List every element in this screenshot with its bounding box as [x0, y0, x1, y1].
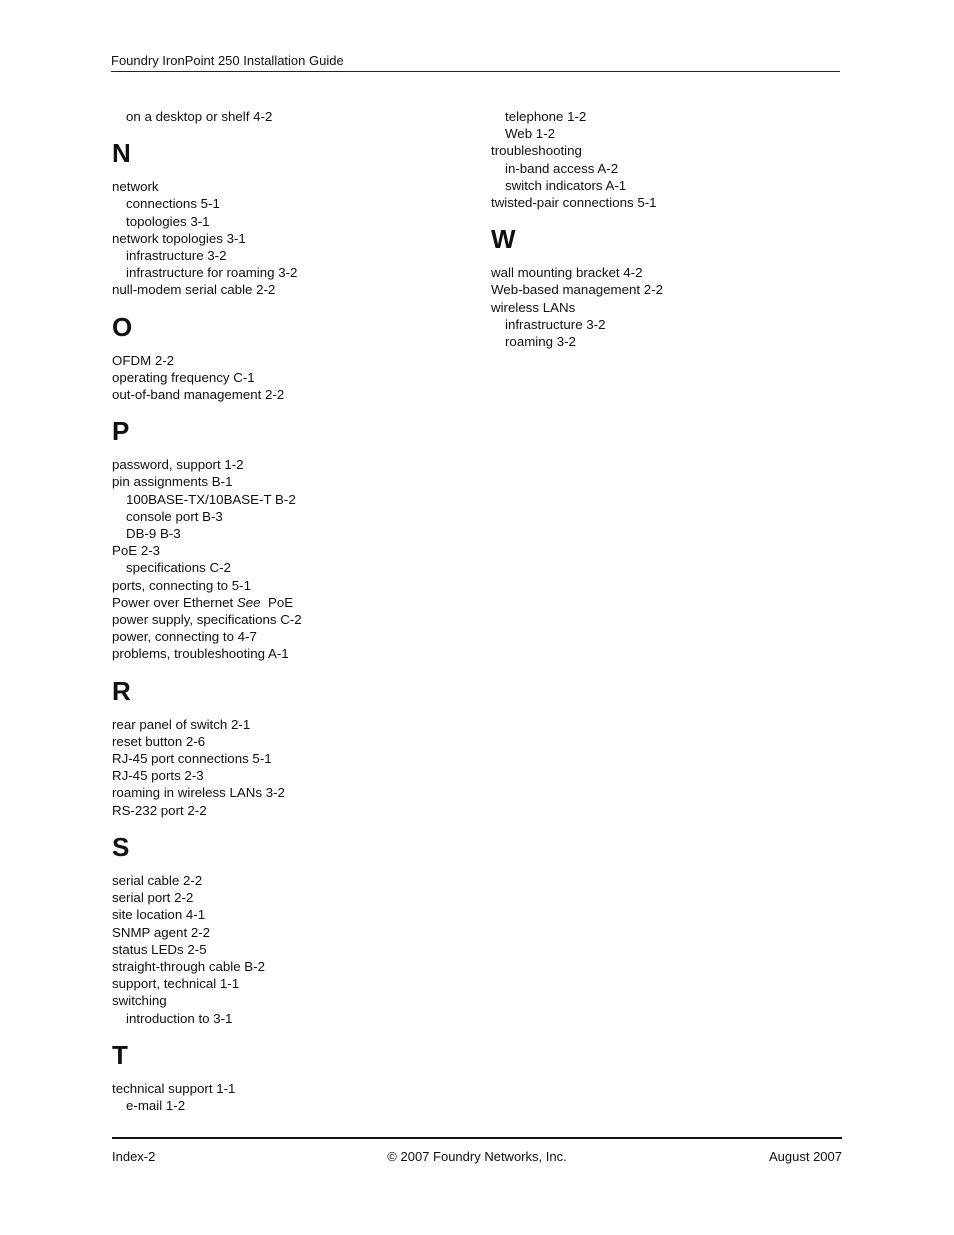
index-column-right [491, 108, 851, 350]
index-section-letter: P [112, 416, 130, 447]
publication-date: August 2007 [768, 1149, 842, 1164]
index-entry: PoE 2-3 [112, 543, 161, 559]
index-section-letter: W [491, 224, 516, 255]
index-section-letter: S [112, 831, 130, 862]
index-entry: power supply, specifications C-2 [112, 612, 302, 628]
index-entry: roaming in wireless LANs 3-2 [112, 785, 285, 801]
index-column-left [112, 108, 472, 1114]
page-footer [112, 1137, 842, 1164]
index-subentry: DB-9 B-3 [126, 526, 181, 542]
index-entry: network topologies 3-1 [112, 230, 246, 246]
index-subentry: roaming 3-2 [505, 334, 576, 350]
index-entry: power, connecting to 4-7 [112, 629, 257, 645]
index-entry: troubleshooting [491, 143, 582, 159]
index-entry: OFDM 2-2 [112, 352, 175, 368]
index-subentry: infrastructure 3-2 [505, 316, 606, 332]
document-title: Foundry IronPoint 250 Installation Guide [111, 53, 344, 68]
index-subentry: switch indicators A-1 [505, 177, 627, 193]
index-entry: ports, connecting to 5-1 [112, 577, 251, 593]
index-subentry: topologies 3-1 [126, 213, 210, 229]
index-entry: SNMP agent 2-2 [112, 924, 211, 940]
index-subentry: specifications C-2 [126, 560, 231, 576]
index-section-letter: O [112, 311, 133, 342]
page-header [111, 52, 840, 72]
index-section-letter: T [112, 1039, 128, 1070]
index-entry: null-modem serial cable 2-2 [112, 282, 276, 298]
index-entry: support, technical 1-1 [112, 976, 240, 992]
index-subentry: 100BASE-TX/10BASE-T B-2 [126, 491, 296, 507]
copyright: © 2007 Foundry Networks, Inc. [387, 1149, 567, 1164]
index-subentry: console port B-3 [126, 508, 223, 524]
index-entry: problems, troubleshooting A-1 [112, 646, 289, 662]
index-subentry: Web 1-2 [505, 126, 556, 142]
see-target: PoE [260, 594, 294, 610]
index-entry: rear panel of switch 2-1 [112, 716, 251, 732]
index-entry: RJ-45 ports 2-3 [112, 768, 204, 784]
index-entry: out-of-band management 2-2 [112, 387, 285, 403]
index-entry: password, support 1-2 [112, 457, 244, 473]
index-entry: network [112, 179, 159, 195]
index-entry: serial port 2-2 [112, 890, 194, 906]
index-subentry: on a desktop or shelf 4-2 [126, 109, 273, 124]
see-reference: See [236, 594, 261, 610]
index-entry: switching [112, 993, 167, 1009]
index-subentry: e-mail 1-2 [126, 1097, 186, 1113]
index-subentry: telephone 1-2 [505, 109, 587, 124]
index-entry: serial cable 2-2 [112, 872, 203, 888]
index-entry: RS-232 port 2-2 [112, 802, 207, 818]
index-subentry: infrastructure 3-2 [126, 248, 227, 264]
index-subentry: introduction to 3-1 [126, 1010, 233, 1026]
index-entry [112, 594, 472, 611]
index-section-letter: R [112, 675, 131, 706]
index-entry: status LEDs 2-5 [112, 941, 207, 957]
index-subentry: infrastructure for roaming 3-2 [126, 265, 298, 281]
index-entry: RJ-45 port connections 5-1 [112, 751, 272, 767]
index-entry: pin assignments B-1 [112, 474, 233, 490]
index-entry: twisted-pair connections 5-1 [491, 195, 657, 211]
index-entry: wireless LANs [491, 299, 576, 315]
index-subentry: in-band access A-2 [505, 160, 619, 176]
index-entry: technical support 1-1 [112, 1080, 236, 1096]
index-entry: reset button 2-6 [112, 733, 206, 749]
index-entry: straight-through cable B-2 [112, 958, 265, 974]
index-entry-text: Power over Ethernet [112, 594, 237, 610]
index-entry: wall mounting bracket 4-2 [491, 265, 643, 281]
index-entry: operating frequency C-1 [112, 369, 255, 385]
index-entry: Web-based management 2-2 [491, 282, 663, 298]
index-entry: site location 4-1 [112, 907, 206, 923]
index-subentry: connections 5-1 [126, 196, 220, 212]
page-number: Index-2 [112, 1149, 156, 1164]
index-section-letter: N [112, 138, 131, 169]
